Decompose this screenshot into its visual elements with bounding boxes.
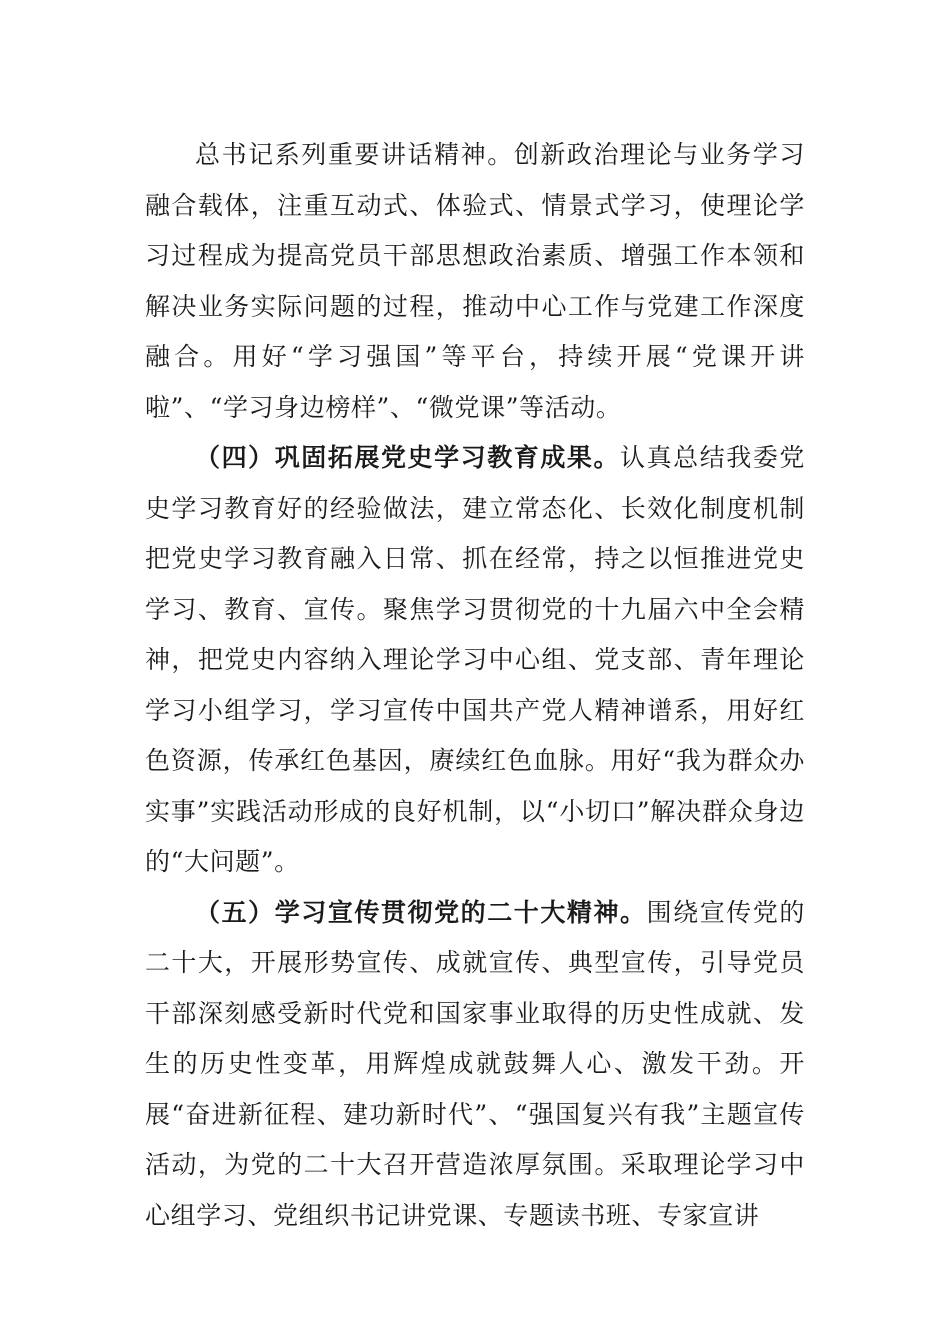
- paragraph-text: 围绕宣传党的二十大，开展形势宣传、成就宣传、典型宣传，引导党员干部深刻感受新时代党和国家事业取得的历史性成就、发生的历史性变革，用辉煌成就鼓舞人心、激发干劲。开展“奋进新征程、建功新时代”、“强国复兴有我”主题宣传活动，为党的二十大召开营造浓厚氛围。采取理论学习中心组学习、党组织书记讲党课、专题读书班、专家宣讲: [145, 897, 805, 1230]
- section-heading: （五）学习宣传贯彻党的二十大精神。: [195, 897, 647, 927]
- paragraph-section-five: [145, 888, 805, 1242]
- paragraph-text: 认真总结我委党史学习教育好的经验做法，建立常态化、长效化制度机制把党史学习教育融入日常、抓在经常，持之以恒推进党史学习、教育、宣传。聚焦学习贯彻党的十九届六中全会精神，把党史内容纳入理论学习中心组、党支部、青年理论学习小组学习，学习宣传中国共产党人精神谱系，用好红色资源，传承红色基因，赓续红色血脉。用好“我为群众办实事”实践活动形成的良好机制，以“小切口”解决群众身边的“大问题”。: [145, 443, 805, 876]
- section-heading: （四）巩固拓展党史学习教育成果。: [195, 443, 621, 472]
- paragraph-text: 总书记系列重要讲话精神。创新政治理论与业务学习融合载体，注重互动式、体验式、情景式学习，使理论学习过程成为提高党员干部思想政治素质、增强工作本领和解决业务实际问题的过程，推动中心工作与党建工作深度融合。用好“学习强国”等平台，持续开展“党课开讲啦”、“学习身边榜样”、“微党课”等活动。: [145, 140, 805, 422]
- paragraph-continuation: [145, 130, 805, 433]
- paragraph-section-four: [145, 433, 805, 888]
- document-body: [145, 130, 805, 1241]
